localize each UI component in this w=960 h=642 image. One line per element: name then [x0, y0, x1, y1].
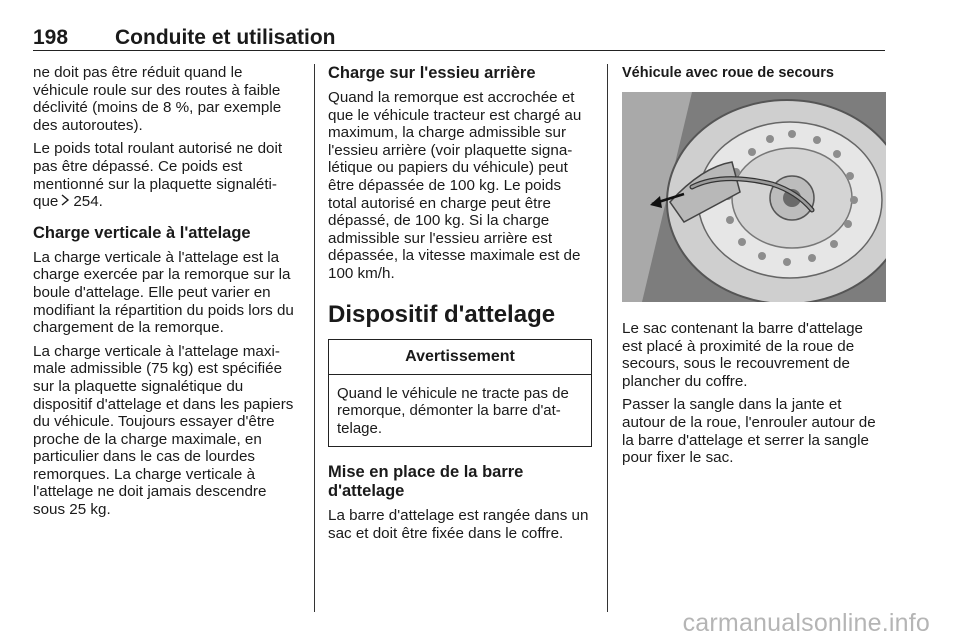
paragraph: La barre d'attelage est rangée dans un sac et doit être fixée dans le coffre.	[328, 507, 589, 542]
page-header	[33, 24, 885, 51]
paragraph-gross-weight	[33, 140, 301, 211]
paragraph: Quand la remorque est accrochée et que le véhicule tracteur est chargé au maximum, la charge admissible sur l'essieu arrière (voir plaquette signa-létique ou papiers du véhicule) peut être dépassée de 100 kg. Le poids total autorisé en charge peut être dépassé, de 100 kg. Si la charge admissible sur l'essieu arrière est dépassée, la vitesse maximale est de 100 km/h.	[328, 89, 582, 282]
page-reference-link[interactable]: 254.	[73, 193, 103, 211]
warning-title: Avertissement	[329, 340, 591, 375]
page-number: 198	[33, 26, 69, 49]
watermark: carmanualsonline.info	[682, 609, 930, 637]
figure-caption: Véhicule avec roue de secours	[622, 65, 834, 81]
column-left	[33, 64, 301, 525]
paragraph: Le sac contenant la barre d'attelage est placé à proximité de la roue de secours, sous le recouvrement de plancher du coffre.	[622, 320, 864, 390]
column-middle	[328, 64, 592, 549]
warning-box	[328, 339, 592, 448]
column-divider	[314, 64, 315, 612]
warning-text: Quand le véhicule ne tracte pas de remorque, démonter la barre d'at-telage.	[337, 384, 569, 437]
page-reference-arrow-icon[interactable]	[60, 194, 70, 212]
paragraph: ne doit pas être réduit quand le véhicule roule sur des routes à faible déclivité (moins de 8 %, par exemple des autoroutes).	[33, 64, 282, 134]
paragraph-text: Le poids total roulant autorisé ne doit pas être dépassé. Ce poids est mentionné sur la plaquette signaléti-que	[33, 140, 283, 211]
section-heading-installation: Mise en place de la barre d'attelage	[328, 463, 524, 501]
section-heading-vertical-load: Charge verticale à l'attelage	[33, 223, 251, 242]
spare-wheel-image	[622, 92, 886, 302]
column-divider	[607, 64, 608, 612]
paragraph: Passer la sangle dans la jante et autour de la roue, l'enrouler autour de la barre d'attelage et serrer la sangle pour fixer le sac.	[622, 396, 876, 467]
section-heading-towing-device: Dispositif d'attelage	[328, 300, 556, 328]
paragraph: La charge verticale à l'attelage est la charge exercée par la remorque sur la boule d'attelage. Elle peut varier en modifiant la répartition du poids lors du chargement de la remorque.	[33, 248, 294, 337]
paragraph: La charge verticale à l'attelage maxi-male admissible (75 kg) est spécifiée sur la plaquette signalétique du dispositif d'attelage et dans les papiers du véhicule. Toujours essayer d'être proche de la charge maximale, en particulier dans le cas de lourdes remorques. La charge verticale à l'attelage ne doit jamais descendre sous 25 kg.	[33, 342, 294, 519]
section-heading-rear-axle: Charge sur l'essieu arrière	[328, 64, 536, 82]
column-right	[622, 64, 886, 473]
chapter-title: Conduite et utilisation	[115, 26, 336, 49]
